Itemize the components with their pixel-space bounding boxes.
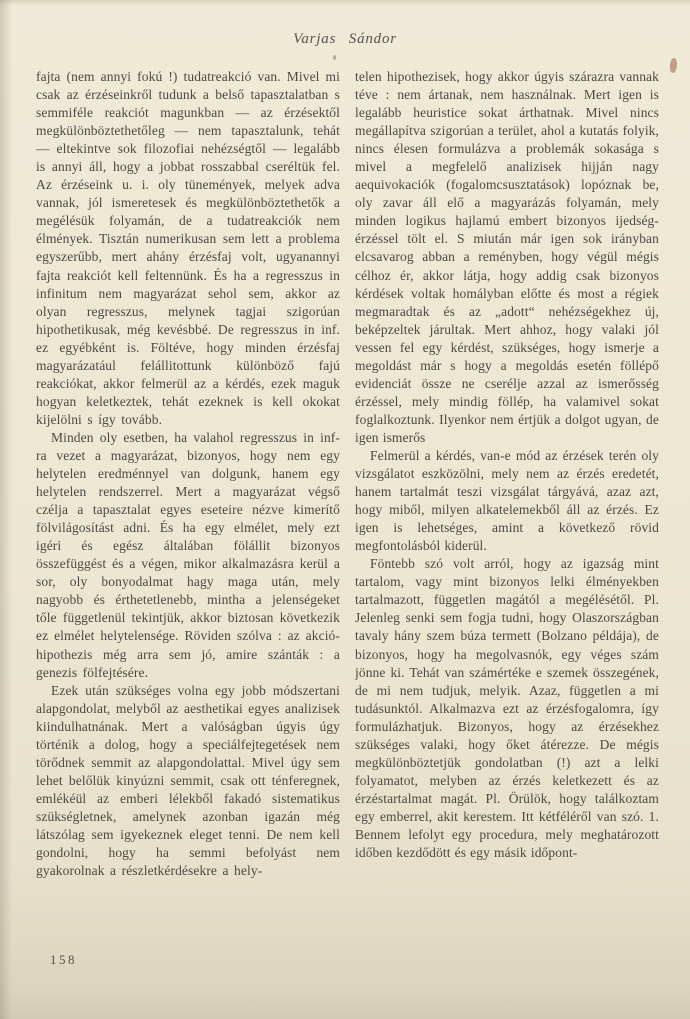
- paragraph: telen hipothezisek, hogy akkor úgyis szárazra vannak téve : nem ártanak, nem használnak. Mert igen is legalább heuristice sokat árthatnak. Mivel nincs megállapítva szigorúan a terület, ahol a kutatás folyik, nincs élesen formulázva a problemák sokasága s mivel a megfelelő analizisek hijján nagy aequivokaciók (fogalomcsusztatások) lopóznak be, oly zavar áll elő a magyarázás folyamán, mely minden logikus hajlamú embert bizonyos ijedség-érzéssel tölt el. S miután már igen sok irányban elcsavarog abban a reményben, hogy végül mégis célhoz ér, akkor látja, hogy addig csak bizonyos kérdések voltak homályban előtte és most a régiek megmaradtak és az „adott“ nehézségekhez új, beképzeltek járultak. Mert ahhoz, hogy valaki jól vessen fel egy kérdést, szükséges, hogy ismerje a megoldást már s hogy a megoldás esetén föllépő evidenciát össze ne cserélje azzal az ismerősség érzéssel, mely mindig föllép, ha valamivel sokat foglalkoztunk. Ilyenkor nem értjük a dolgot ugyan, de igen ismerős: [355, 69, 659, 445]
- right-column: [355, 68, 659, 960]
- paragraph: Ezek után szükséges volna egy jobb módszertani alapgondolat, melyből az aesthetikai egyes analizisek kiindulhatnának. Mert a valóságban úgyis úgy történik a dolog, hogy a speciálfejtegetések nem törődnek semmit az alapgondolattal. Mivel úgy sem lehet belőlük kinyúzni semmit, csak ott ténferegnek, emlékéül az emberi lélekből fakadó sistematikus szükségletnek, amelynek azonban igazán még látszólag sem igyekeznek eleget tenni. De nem kell gondolni, hogy ha semmi befolyást nem gyakorolnak a részletkérdésekre a hely-: [36, 682, 340, 879]
- paragraph: Felmerül a kérdés, van-e mód az érzések terén oly vizsgálatot eszközölni, mely nem az érzés eredetét, hanem tartalmát teszi vizsgálat tárgyává, azaz azt, hogy miből, milyen alkatelemekből áll az érzés. Ez igen is lehetséges, amint a következő rövid megfontolásból kiderül.: [355, 447, 659, 554]
- paragraph: Minden oly esetben, ha valahol regresszus in inf-ra vezet a magyarázat, bizonyos, hogy nem egy helytelen eredménnyel van dolgunk, hanem egy helytelen rendszerrel. Mert a magyarázat végső czélja a tapasztalat egyes eseteire nézve kimerítő fölvilágosítást adni. És ha egy elmélet, mely ezt igéri és egész általában fölállit bizonyos összefüggést és a végen, mikor alkalmazásra kerül a sor, oly bonyodalmat hagy maga után, mely nagyobb és érthetetlenebb, mintha a jelenségeket tőle függetlenül tekintjük, akkor biztosan következik ez elmélet helytelensége. Röviden szólva : az akció-hipothezis még arra sem jó, amire szánták : a genezis fölfejtésére.: [36, 429, 340, 680]
- paragraph: Föntebb szó volt arról, hogy az igazság mint tartalom, vagy mint bizonyos lelki élményekben tartalmazott, független magától a megélésétől. Pl. Jelenleg senki sem fogja tudni, hogy Olaszországban tavaly hány szem búza termett (Bolzano példája), de bizonyos, hogy ha megolvasnók, egy véges szám jönne ki. Tehát van számértéke e szemek összegének, de mi nem tudjuk, melyik. Azaz, független a mi tudásunktól. Alkalmazva ezt az érzésfogalomra, így formulázhatjuk. Bizonyos, hogy az érzésekhez szükséges valaki, hogy őket átérezze. De mégis megkülönböztetjük gondolatban (!) azt a lelki folyamatot, melyben az érzés keletkezett és az érzéstartalmat magát. Pl. Örülök, hogy találkoztam egy emberrel, akit kerestem. Itt kétféléről van szó. 1. Bennem lefolyt egy procedura, mely meghatározott időben kezdődött és egy másik időpont-: [355, 556, 659, 861]
- scan-speck: [333, 55, 336, 60]
- paragraph: fajta (nem annyi fokú !) tudatreakció van. Mivel mi csak az érzéseinkről tudunk a belső tapasztalatban s semmiféle reakciót magunkban — az érzésektől megkülönböztethetőleg — nem tapasztalunk, tehát — eltekintve sok filozofiai nehézségtől — legalább is annyi áll, hogy a jobbat rosszabbal cseréltük fel. Az érzéseink u. i. oly tünemények, melyek adva vannak, jól ismeretesek és megkülönböztethetők a megélésük folyamán, de a tudatreakciók nem élmények. Tisztán numerikusan sem lett a problema egyszerűbb, mert ahány érzésfaj volt, ugyanannyi fajta reakciót kell feltennünk. És ha a regresszus in infinitum nem magyarázat sehol sem, akkor az olyan regresszus, melynek tagjai szigorúan hipothetikusak, még kevésbbé. De regresszus in inf. ez egyébként is. Föltéve, hogy minden érzésfaj magyarázatául felállitottunk különböző fajú reakciókat, akkor felmerül az a kérdés, ezek maguk hogyan keletkeztek, tehát ezeknek is kell okokat kijelölni s így tovább.: [36, 69, 340, 427]
- text-columns: [36, 68, 659, 960]
- page-number: 158: [50, 952, 77, 967]
- scan-stain: [669, 58, 678, 74]
- left-column: [36, 68, 340, 960]
- page-footer: [50, 952, 77, 968]
- page-header: [0, 30, 690, 48]
- running-title: Varjas Sándor: [293, 31, 397, 47]
